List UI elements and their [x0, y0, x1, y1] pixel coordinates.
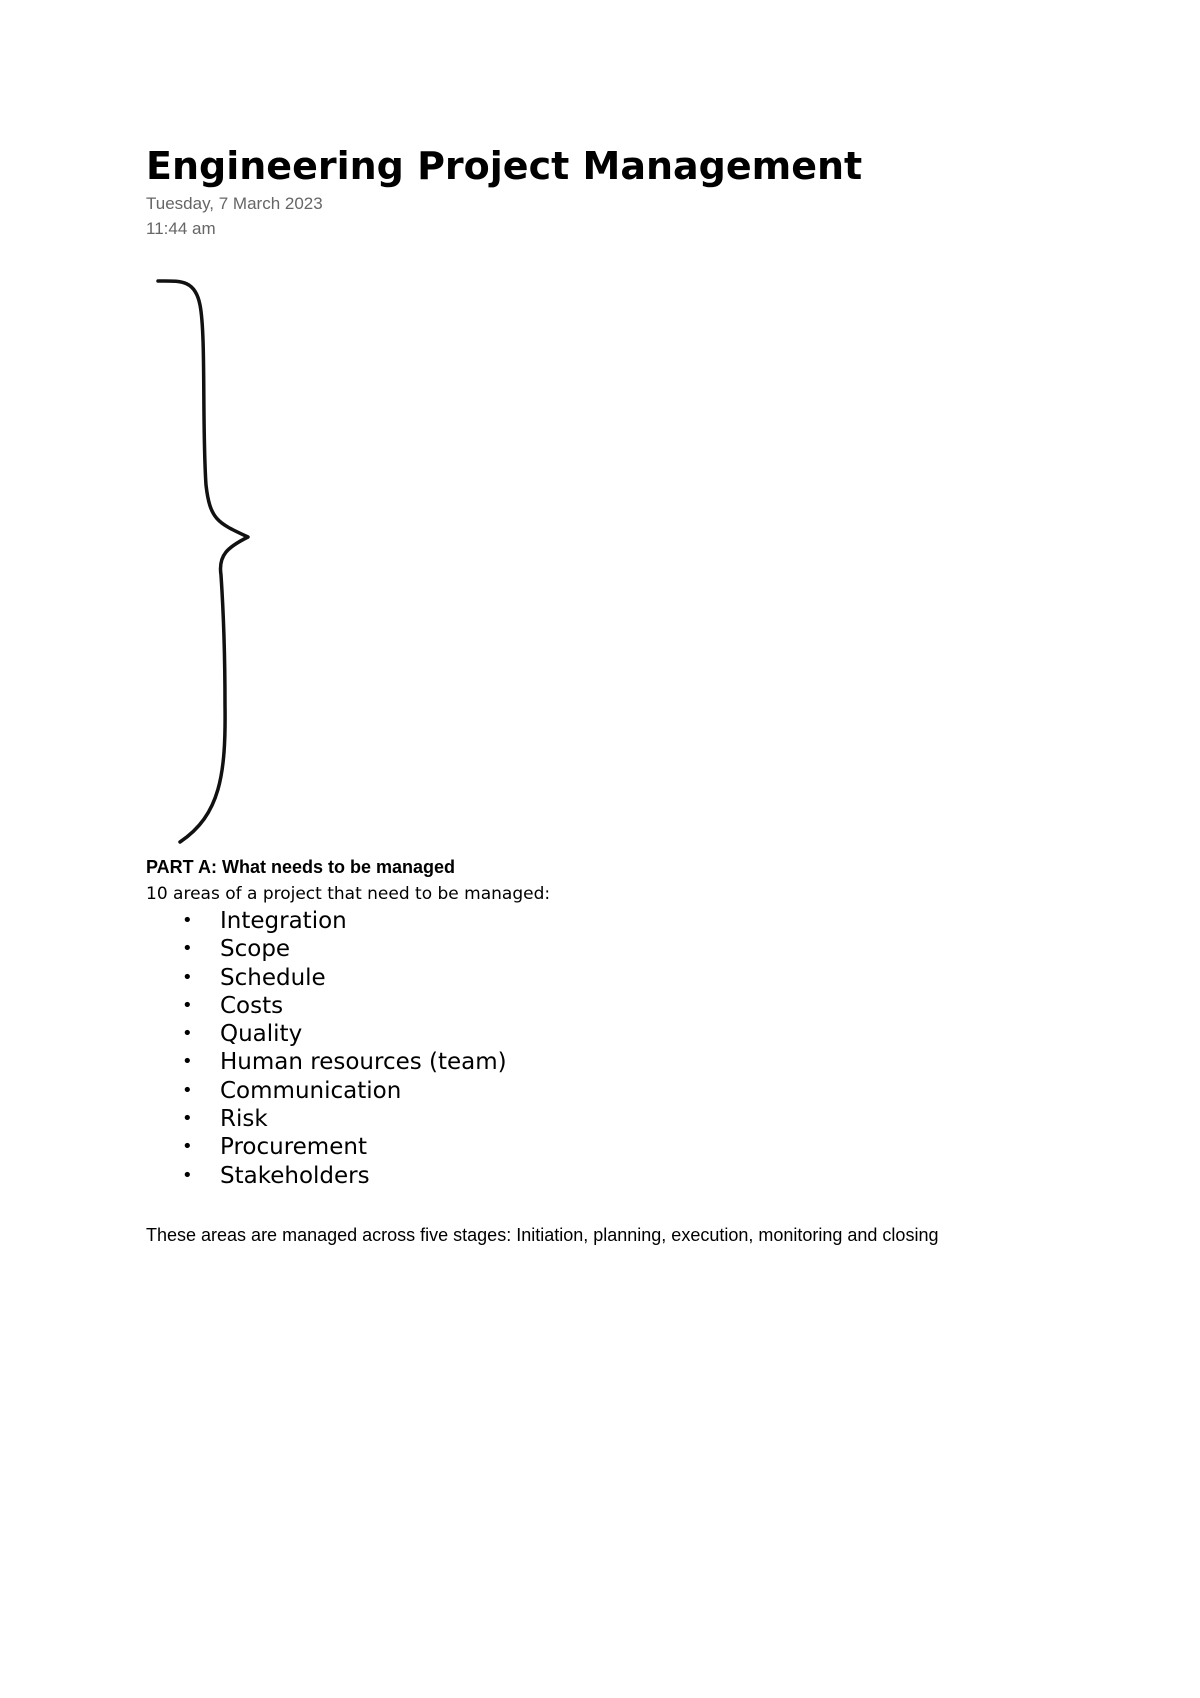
bullet-icon: •: [182, 1079, 193, 1101]
closing-paragraph: These areas are managed across five stages: Initiation, planning, execution, monitoring and closing: [146, 1225, 939, 1245]
list-item-label: Risk: [220, 1106, 268, 1133]
section-heading: PART A: What needs to be managed: [146, 857, 456, 877]
handwritten-brace-drawing: [150, 275, 270, 850]
bullet-icon: •: [182, 966, 193, 988]
list-item-label: Costs: [220, 992, 284, 1019]
list-item-label: Communication: [220, 1077, 402, 1104]
bullet-icon: •: [182, 938, 193, 960]
bullet-icon: •: [182, 1023, 193, 1045]
list-item-label: Quality: [220, 1021, 303, 1048]
bullet-icon: •: [182, 1051, 193, 1073]
list-item-label: Schedule: [220, 964, 326, 991]
bullet-icon: •: [182, 1164, 193, 1186]
list-item-label: Scope: [220, 936, 291, 963]
bullet-icon: •: [182, 1136, 193, 1158]
bullet-icon: •: [182, 910, 193, 931]
page-title: Engineering Project Management: [146, 144, 863, 188]
list-item-label: Human resources (team): [220, 1049, 507, 1076]
list-item-label: Procurement: [220, 1134, 367, 1161]
list-item-label: Stakeholders: [220, 1162, 370, 1189]
bullet-icon: •: [182, 1108, 193, 1130]
note-date: Tuesday, 7 March 2023: [146, 194, 323, 213]
section-intro: 10 areas of a project that need to be managed:: [146, 884, 551, 904]
brace-stroke: [158, 281, 248, 842]
note-time: 11:44 am: [146, 219, 216, 238]
bullet-icon: •: [182, 994, 193, 1016]
list-item-label: Integration: [220, 908, 347, 934]
